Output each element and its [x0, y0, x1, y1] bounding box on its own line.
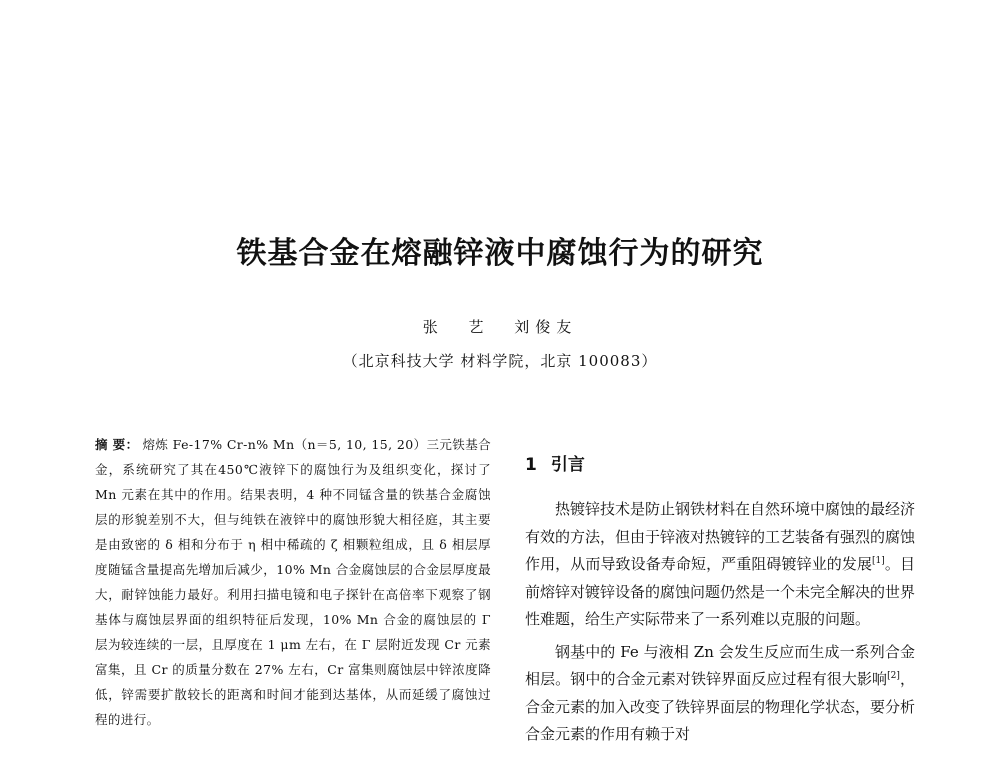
body-column [525, 496, 915, 754]
paper-authors: 张 艺 刘俊友 [422, 318, 578, 336]
paragraph-1-text-b: 。目前熔锌对镀锌设备的腐蚀问题仍然是一个未完全解决的世界性难题，给生产实际带来了一系列难以克服的问题。 [525, 555, 916, 628]
paragraph-2-text-a: 钢基中的 Fe 与液相 Zn 会发生反应而生成一系列合金相层。钢中的合金元素对铁锌界面反应过程有很大影响 [525, 642, 915, 688]
body-paragraph-2 [525, 639, 915, 749]
section-number: 1 [525, 455, 537, 475]
abstract-block [95, 432, 491, 732]
paper-affiliation: （北京科技大学 材料学院，北京 100083） [342, 352, 658, 370]
section-heading [525, 450, 585, 475]
citation-1: [1] [872, 556, 885, 566]
citation-2: [2] [887, 671, 900, 681]
paragraph-1-text-a: 热镀锌技术是防止钢铁材料在自然环境中腐蚀的最经济有效的方法，但由于锌液对热镀锌的工艺装备有强烈的腐蚀作用，从而导致设备寿命短，严重阻碍镀锌业的发展 [525, 500, 916, 573]
paper-title: 铁基合金在熔融锌液中腐蚀行为的研究 [236, 236, 764, 271]
abstract-text: 熔炼 Fe-17% Cr-n% Mn（n＝5, 10, 15, 20）三元铁基合金，系统研究了其在450℃液锌下的腐蚀行为及组织变化，探讨了 Mn 元素在其中的作用。结果表明，4 种不同锰含量的铁基合金腐蚀层的形貌差别不大，但与纯铁在液锌中的腐蚀形貌大相径庭，其主要是由致密的 δ 相和分布于 η 相中稀疏的 ζ 相颗粒组成，且 δ 相层厚度随锰含量提高先增加后减少，10% Mn 合金腐蚀层的合金层厚度最大，耐锌蚀能力最好。利用扫描电镜和电子探针在高倍率下观察了钢基体与腐蚀层界面的组织特征后发现，10% Mn 合金的腐蚀层的 Γ 层为较连续的一层，且厚度在 1 μm 左右，在 Γ 层附近发现 Cr 元素富集，且 Cr 的质量分数在 27% 左右，Cr 富集则腐蚀层中锌浓度降低，锌需要扩散较长的距离和时间才能到达基体，从而延缓了腐蚀过程的进行。 [95, 437, 492, 727]
paragraph-2-text-b: ，合金元素的加入改变了铁锌界面层的物理化学状态，要分析合金元素的作用有赖于对 [525, 670, 916, 743]
section-title: 引言 [550, 455, 585, 475]
body-paragraph-1 [525, 496, 915, 634]
abstract-label: 摘 要： [95, 437, 139, 452]
